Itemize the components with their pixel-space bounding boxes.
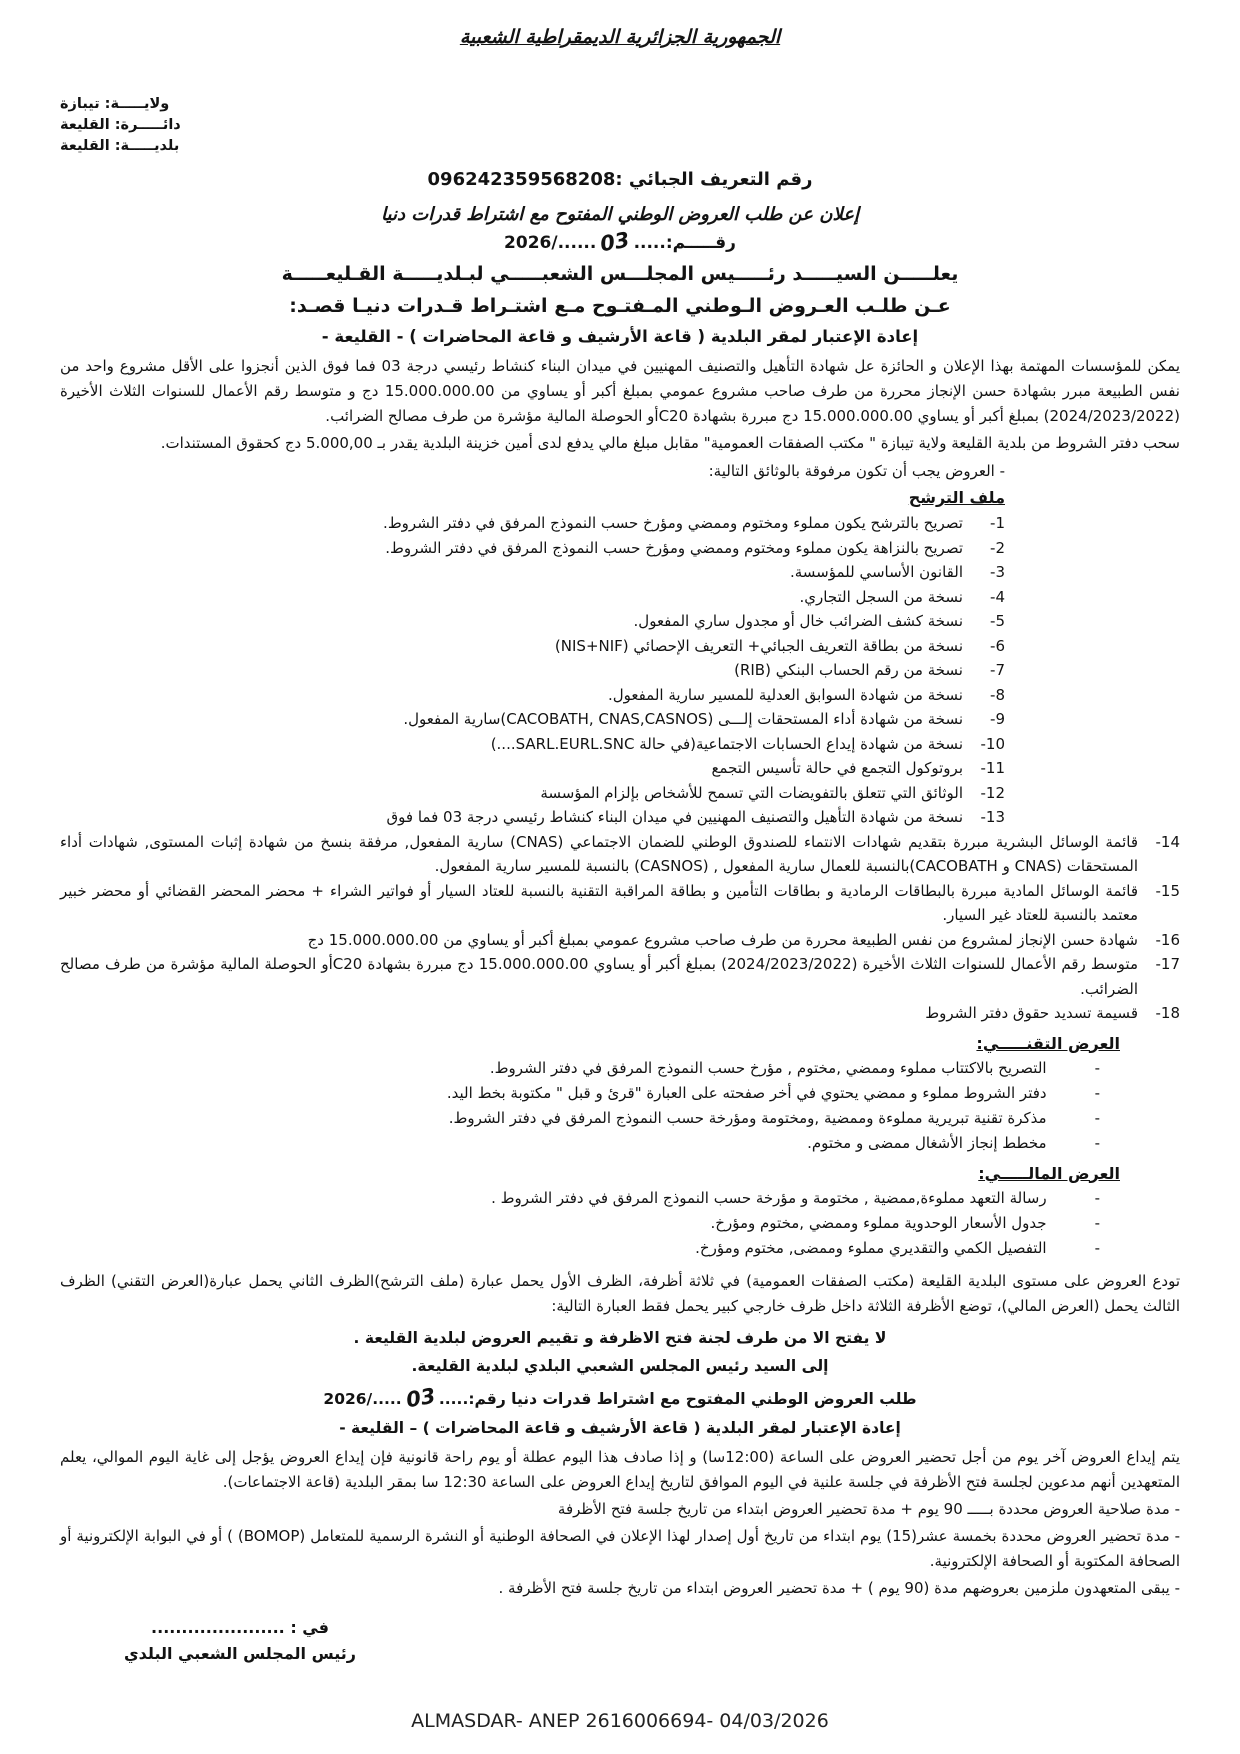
dash-marker: - xyxy=(1094,1133,1100,1152)
location-block xyxy=(60,94,1180,157)
candidacy-item xyxy=(60,707,1005,732)
location-line: دائـــــرة: القليعة xyxy=(60,117,181,133)
announcer-line: يعلـــــن السيـــــد رئـــــيس المجلـــس الشعبـــــي لبـلديـــــة القـليعـــــة xyxy=(281,263,959,285)
dash-marker: - xyxy=(1094,1238,1100,1257)
financial-offer-item xyxy=(60,1211,1100,1236)
item-text: رسالة التعهد مملوءة,ممضية , مختومة و مؤرخة حسب النموذج المرفق في دفتر الشروط . xyxy=(491,1188,1047,1207)
technical-offer-item xyxy=(60,1131,1100,1156)
republic-header: الجمهورية الجزائرية الديمقراطية الشعبية xyxy=(459,26,781,48)
item-text: مذكرة تقنية تبريرية مملوءة وممضية ,ومختومة ومؤرخة حسب النموذج المرفق في دفتر الشروط. xyxy=(448,1108,1047,1127)
announcement-title: إعلان عن طلب العروض الوطني المفتوح مع اشتراط قدرات دنيا xyxy=(381,204,859,225)
item-text: قائمة الوسائل البشرية مبررة بتقديم شهادات الانتماء للصندوق الوطني للضمان الاجتماعي (CNAS) سارية المفعول, مرفقة بنسخ من شهادة إثبات المستوى, شهادات أداء المستحقات (CNAS و CACOBATH)بالنسبة للعمال سارية المفعول , (CASNOS) بالنسبة للمسير سارية المفعول. xyxy=(60,832,1138,875)
item-text: متوسط رقم الأعمال للسنوات الثلاث الأخيرة (2024/2023/2022) بمبلغ أكبر أو يساوي 15.000.000.00 دج مبررة بشهادة C20أو الحوصلة المالية مؤشرة من طرف مصالح الضرائب. xyxy=(60,955,1138,998)
item-text: الوثائق التي تتعلق بالتفويضات التي تسمح للأشخاص بإلزام المؤسسة xyxy=(540,783,963,802)
financial-offer-item xyxy=(60,1186,1100,1211)
technical-offer-item xyxy=(60,1106,1100,1131)
addressee-line: إلى السيد رئيس المجلس الشعبي البلدي لبلدية القليعة. xyxy=(411,1356,829,1375)
location-line: بلديـــــة: القليعة xyxy=(60,138,180,154)
dash-marker: - xyxy=(1094,1058,1100,1077)
validity-notes xyxy=(60,1497,1180,1601)
candidacy-item xyxy=(60,952,1180,1001)
candidacy-item xyxy=(60,683,1005,708)
item-number: -9 xyxy=(990,710,1005,728)
dash-marker: - xyxy=(1094,1108,1100,1127)
candidacy-item xyxy=(60,732,1005,757)
financial-offer-heading: العرض المالـــــي: xyxy=(978,1163,1120,1183)
documents-note: - العروض يجب أن تكون مرفوقة بالوثائق التالية: xyxy=(708,462,1005,480)
technical-offer-item xyxy=(60,1081,1100,1106)
item-text: قسيمة تسديد حقوق دفتر الشروط xyxy=(925,1004,1138,1022)
eligibility-paragraph: يمكن للمؤسسات المهتمة بهذا الإعلان و الحائزة عل شهادة التأهيل والتصنيف المهنيين في ميدان البناء كنشاط رئيسي درجة 03 فما فوق الذين أنجزوا على الأقل مشروع واحد من نفس الطبيعة مبرر بشهادة حسن الإنجاز محررة من طرف صاحب مشروع عمومي بمبلغ أكبر أو يساوي من 15.000.000.00 دج و متوسط رقم الأعمال للسنوات الثلاث الأخيرة (2024/2023/2022) بمبلغ أكبر أو يساوي 15.000.000.00 دج مبررة بشهادة C20أو الحوصلة المالية مؤشرة من طرف مصالح الضرائب. xyxy=(60,357,1180,425)
candidacy-item xyxy=(60,609,1005,634)
candidacy-item xyxy=(60,585,1005,610)
candidacy-item xyxy=(60,511,1005,536)
tender-year: 2026/..... xyxy=(323,1389,402,1408)
item-text: تصريح بالنزاهة يكون مملوء ومختوم وممضي ومؤرخ حسب النموذج المرفق في دفتر الشروط. xyxy=(385,538,963,557)
item-number: -17 xyxy=(1155,955,1180,973)
item-number: -16 xyxy=(1155,930,1180,949)
candidacy-documents-list xyxy=(60,511,1180,1026)
item-text: نسخة من شهادة التأهيل والتصنيف المهنيين في ميدان البناء كنشاط رئيسي درجة 03 فما فوق xyxy=(386,808,963,826)
project-title: إعادة الإعتبار لمقر البلدية ( قاعة الأرشيف و قاعة المحاضرات ) - القليعة - xyxy=(321,327,919,346)
item-text: تصريح بالترشح يكون مملوء ومختوم وممضي ومؤرخ حسب النموذج المرفق في دفتر الشروط. xyxy=(383,514,963,532)
tender-year: 2026/...... xyxy=(504,233,597,253)
anep-footer: ALMASDAR- ANEP 2616006694- 04/03/2026 xyxy=(411,1710,829,1732)
technical-offer-item xyxy=(60,1056,1100,1081)
sealed-envelope-note: لا يفتح الا من طرف لجنة فتح الاظرفة و تقييم العروض لبلدية القليعة . xyxy=(353,1328,887,1347)
dash-marker: - xyxy=(1094,1083,1100,1102)
note-line: - مدة تحضير العروض محددة بخمسة عشر(15) يوم ابتداء من تاريخ أول إصدار لهذا الإعلان في الصحافة الوطنية أو النشرة الرسمية للمتعامل (BOMOP) ) أو في البوابة الإلكترونية أو الصحافة المكتوبة أو الصحافة الإلكترونية. xyxy=(60,1526,1180,1570)
tender-reference-repeat xyxy=(60,1383,1180,1412)
item-number: -12 xyxy=(980,783,1005,802)
candidacy-item xyxy=(60,805,1005,830)
item-text: نسخة من شهادة إيداع الحسابات الاجتماعية(في حالة SARL.EURL.SNC....) xyxy=(490,734,963,753)
item-number: -1 xyxy=(990,514,1005,532)
item-text: جدول الأسعار الوحدوية مملوء وممضي ,مختوم ومؤرخ. xyxy=(710,1213,1047,1232)
candidacy-item xyxy=(60,781,1005,806)
note-line: - مدة صلاحية العروض محددة بـــــ 90 يوم + مدة تحضير العروض ابتداء من تاريخ جلسة فتح الأظرفة xyxy=(557,1499,1180,1518)
candidacy-item xyxy=(60,1001,1180,1026)
item-number: -11 xyxy=(980,759,1005,777)
item-number: -2 xyxy=(990,538,1005,557)
candidacy-item xyxy=(60,560,1005,585)
signature-place-line: في : ...................... xyxy=(151,1617,329,1637)
item-text: دفتر الشروط مملوء و ممضي يحتوي في أخر صفحته على العبارة "قرئ و قبل " مكتوبة بخط اليد. xyxy=(446,1083,1047,1102)
item-text: نسخة من بطاقة التعريف الجبائي+ التعريف الإحصائي (NIS+NIF) xyxy=(554,636,963,655)
item-number: -7 xyxy=(990,661,1005,679)
dash-marker: - xyxy=(1094,1213,1100,1232)
technical-offer-list xyxy=(60,1056,1180,1156)
item-text: بروتوكول التجمع في حالة تأسيس التجمع xyxy=(711,759,963,777)
financial-offer-list xyxy=(60,1186,1180,1261)
item-number: -6 xyxy=(990,636,1005,655)
handwritten-number: 03 xyxy=(598,227,632,257)
candidacy-item xyxy=(60,536,1005,561)
candidacy-item xyxy=(60,756,1005,781)
item-number: -18 xyxy=(1155,1004,1180,1022)
handwritten-number: 03 xyxy=(403,1383,437,1412)
note-line: - يبقى المتعهدون ملزمين بعروضهم مدة (90 يوم ) + مدة تحضير العروض ابتداء من تاريخ جلسة فتح الأظرفة . xyxy=(498,1578,1180,1597)
dash-marker: - xyxy=(1094,1188,1100,1207)
subject-line: عـن طلـب العـروض الـوطني المـفتـوح مـع اشتـراط قـدرات دنيـا قصـد: xyxy=(289,295,951,317)
signature-block xyxy=(90,1615,390,1667)
item-number: -10 xyxy=(980,734,1005,753)
item-number: -15 xyxy=(1155,881,1180,900)
item-number: -8 xyxy=(990,685,1005,704)
candidacy-file-heading: ملف الترشح xyxy=(908,488,1005,507)
item-text: مخطط إنجاز الأشغال ممضى و مختوم. xyxy=(807,1133,1047,1152)
tender-reference-label: طلب العروض الوطني المفتوح مع اشتراط قدرات دنيا رقم:..... xyxy=(438,1389,917,1408)
tender-number-line xyxy=(60,227,1180,257)
technical-offer-heading: العرض التقنـــــي: xyxy=(976,1033,1120,1053)
location-line: ولايـــــة: تيبازة xyxy=(60,96,170,112)
project-title-repeat: إعادة الإعتبار لمقر البلدية ( قاعة الأرشيف و قاعة المحاضرات ) – القليعة - xyxy=(339,1418,901,1437)
item-text: القانون الأساسي للمؤسسة. xyxy=(789,563,963,581)
candidacy-item xyxy=(60,879,1180,928)
candidacy-item xyxy=(60,928,1180,953)
item-text: نسخة من السجل التجاري. xyxy=(799,587,963,606)
financial-offer-item xyxy=(60,1236,1100,1261)
item-number: -3 xyxy=(990,563,1005,581)
fiscal-id-line: رقم التعريف الجبائي :096242359568208 xyxy=(427,169,813,190)
item-text: نسخة كشف الضرائب خال أو مجدول ساري المفعول. xyxy=(633,612,963,630)
item-text: التصريح بالاكتتاب مملوء وممضي ,مختوم , مؤرخ حسب النموذج المرفق في دفتر الشروط. xyxy=(489,1058,1047,1077)
candidacy-item xyxy=(60,658,1005,683)
item-number: -5 xyxy=(990,612,1005,630)
signature-title: رئيس المجلس الشعبي البلدي xyxy=(124,1643,356,1663)
withdraw-paragraph: سحب دفتر الشروط من بلدية القليعة ولاية تيبازة " مكتب الصفقات العمومية" مقابل مبلغ مالي يدفع لدى أمين خزينة البلدية يقدر بـ 5.000,00 دج كحقوق المستندات. xyxy=(160,434,1180,452)
tender-number-label: رقـــــم:..... xyxy=(633,233,736,253)
envelopes-paragraph: تودع العروض على مستوى البلدية القليعة (مكتب الصفقات العمومية) في ثلاثة أظرفة، الظرف الأول يحمل عبارة (ملف الترشح)الظرف الثاني يحمل عبارة(العرض التقني) الظرف الثالث يحمل (العرض المالي)، توضع الأظرفة الثلاثة داخل ظرف خارجي كبير يحمل فقط العبارة التالية: xyxy=(60,1271,1180,1315)
item-number: -13 xyxy=(980,808,1005,826)
item-text: التفصيل الكمي والتقديري مملوء وممضى, مختوم ومؤرخ. xyxy=(695,1238,1047,1257)
item-text: نسخة من شهادة أداء المستحقات إلـــى (CACOBATH, CNAS,CASNOS)سارية المفعول. xyxy=(403,710,963,728)
item-number: -4 xyxy=(990,587,1005,606)
item-text: نسخة من شهادة السوابق العدلية للمسير سارية المفعول. xyxy=(607,685,963,704)
candidacy-item xyxy=(60,634,1005,659)
deposit-paragraph: يتم إيداع العروض آخر يوم من أجل تحضير العروض على الساعة (12:00سا) و إذا صادف هذا اليوم عطلة أو يوم راحة قانونية فإن إيداع العروض يؤجل إلى غاية اليوم الموالي، يعلم المتعهدين أنهم مدعوين لجلسة فتح الأظرفة في جلسة علنية في اليوم الموافق لتاريخ إيداع العروض على الساعة 12:30 سا بمقر البلدية (قاعة الاجتماعات). xyxy=(60,1447,1180,1491)
candidacy-item xyxy=(60,830,1180,879)
item-text: شهادة حسن الإنجاز لمشروع من نفس الطبيعة محررة من طرف صاحب مشروع عمومي بمبلغ أكبر أو يساوي من 15.000.000.00 دج xyxy=(307,930,1138,949)
item-text: نسخة من رقم الحساب البنكي (RIB) xyxy=(734,661,963,679)
item-number: -14 xyxy=(1155,832,1180,851)
item-text: قائمة الوسائل المادية مبررة بالبطاقات الرمادية و بطاقات التأمين و بطاقة المراقبة التقنية بالنسبة للعتاد السيار أو فواتير الشراء + محضر المحضر القضائي أو محضر خبير معتمد بالنسبة للعتاد غير السيار. xyxy=(60,881,1138,924)
